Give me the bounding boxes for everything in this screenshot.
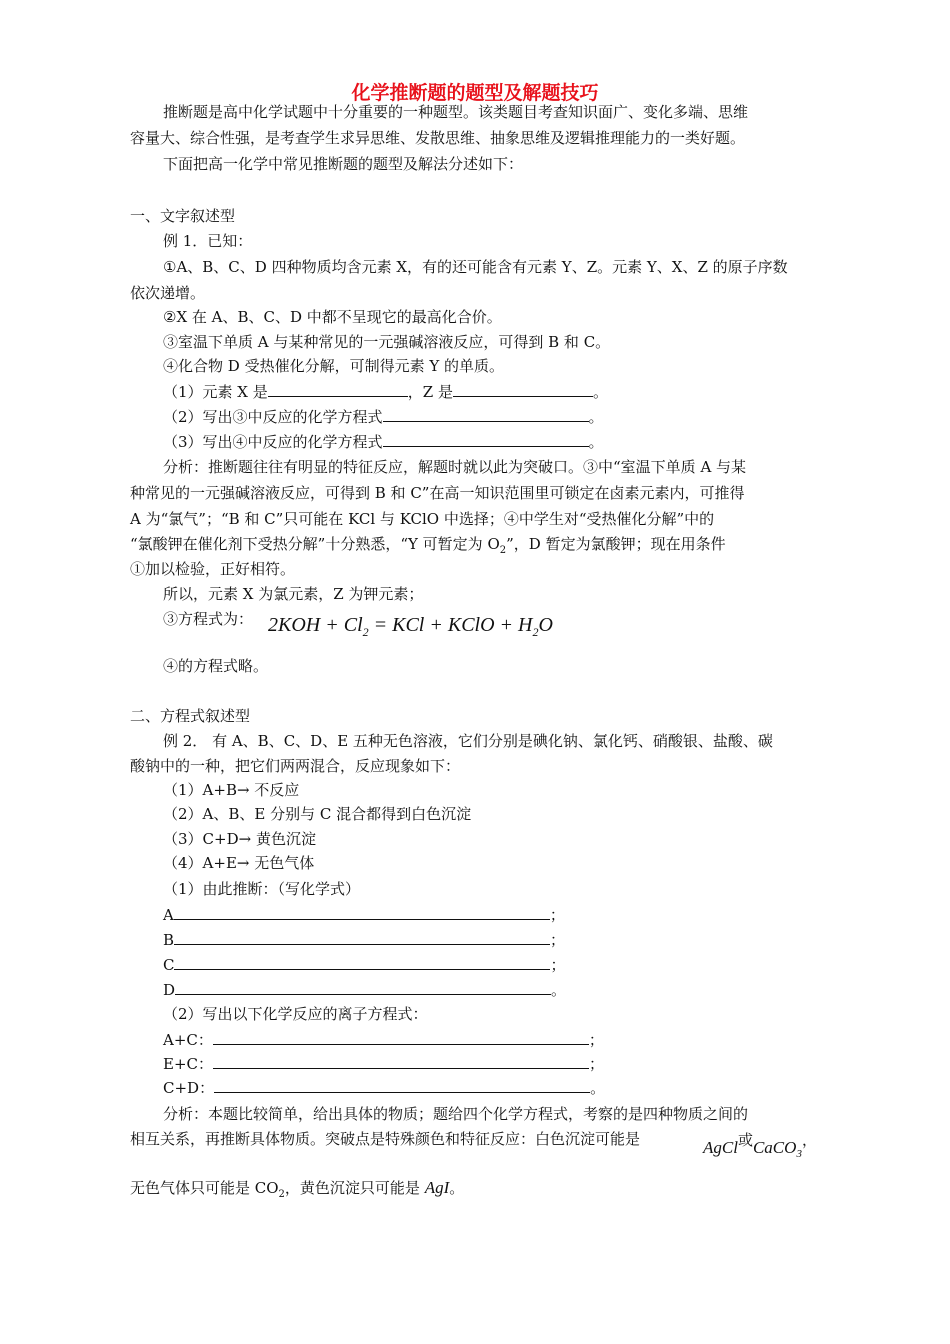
ion-equation-blank-row	[163, 1077, 605, 1099]
answer-blank[interactable]	[174, 905, 550, 920]
punctuation: ；	[588, 1031, 604, 1049]
example-label: 例 1．已知：	[163, 232, 253, 250]
punctuation: ；	[550, 931, 566, 949]
equation-part: O	[538, 614, 553, 636]
subscript: 3	[796, 1148, 802, 1160]
conclusion-line: 所以，元素 X 为氯元素，Z 为钾元素；	[163, 585, 424, 603]
ion-equation-blank-row	[163, 1029, 604, 1051]
punctuation: ；	[550, 956, 566, 974]
punctuation: ；	[589, 1055, 605, 1073]
example-line: 酸钠中的一种，把它们两两混合，反应现象如下：	[130, 757, 461, 775]
formula-inline	[703, 1131, 817, 1165]
section-heading: 二、方程式叙述型	[130, 707, 251, 725]
section-heading: 一、文字叙述型	[130, 207, 236, 225]
analysis-text: 无色气体只可能是 CO	[130, 1179, 279, 1197]
connector-text: 或	[737, 1131, 753, 1149]
formula-agcl: AgCl	[703, 1138, 738, 1157]
intro-paragraph-line: 推断题是高中化学试题中十分重要的一种题型。该类题目考查知识面广、变化多端、思维	[163, 103, 749, 121]
analysis-line: ①加以检验，正好相符。	[130, 560, 296, 578]
question-text: （3）写出④中反应的化学方程式	[163, 433, 383, 451]
punctuation: 。	[590, 1079, 606, 1097]
intro-paragraph-line: 容量大、综合性强，是考查学生求异思维、发散思维、抽象思维及逻辑推理能力的一类好题。	[130, 129, 746, 147]
analysis-text: “氯酸钾在催化剂下受热分解”十分熟悉，“Y 可暂定为 O	[130, 535, 500, 553]
equation-part: 2KOH + Cl	[268, 614, 363, 636]
blank-label: C	[163, 956, 175, 974]
formula-blank-row	[163, 954, 566, 976]
answer-blank[interactable]	[268, 382, 408, 397]
subscript: 2	[362, 625, 369, 639]
question-line	[163, 431, 604, 453]
formula-blank-row	[163, 929, 565, 951]
question-text: ，Z 是	[407, 383, 453, 401]
formula-blank-row	[163, 904, 565, 926]
question-line: （1）由此推断：（写化学式）	[163, 880, 361, 898]
blank-label: A+C：	[163, 1031, 213, 1049]
condition-line: ③室温下单质 A 与某种常见的一元强碱溶液反应，可得到 B 和 C。	[163, 333, 611, 351]
formula-agi: AgI	[424, 1178, 450, 1197]
analysis-text: ”，D 暂定为氯酸钾；现在用条件	[506, 535, 726, 553]
answer-blank[interactable]	[383, 407, 589, 422]
reaction-line: （2）A、B、E 分别与 C 混合都得到白色沉淀	[163, 805, 472, 823]
formula-caco3: CaCO	[752, 1138, 797, 1157]
blank-label: C+D：	[163, 1079, 215, 1097]
example-line: 例 2． 有 A、B、C、D、E 五种无色溶液，它们分别是碘化钠、氯化钙、硝酸银、盐酸、碳	[163, 732, 773, 750]
condition-line: ④化合物 D 受热催化分解，可制得元素 Y 的单质。	[163, 357, 505, 375]
reaction-line: （1）A+B→ 不反应	[163, 781, 300, 799]
punctuation: 。	[449, 1179, 465, 1197]
condition-line: ②X 在 A、B、C、D 中都不呈现它的最高化合价。	[163, 308, 502, 326]
equation-part: = KCl + KClO + H	[368, 614, 533, 636]
analysis-line: 种常见的一元强碱溶液反应，可得到 B 和 C”在高一知识范围里可锁定在卤素元素内，可推得	[130, 484, 745, 502]
page-title: 化学推断题的题型及解题技巧	[351, 82, 599, 104]
answer-blank[interactable]	[213, 1054, 589, 1069]
answer-blank[interactable]	[174, 930, 550, 945]
punctuation: ，	[801, 1131, 817, 1149]
equation-note: ④的方程式略。	[163, 657, 269, 675]
question-line	[163, 406, 604, 428]
answer-blank[interactable]	[213, 1030, 589, 1045]
answer-blank[interactable]	[383, 432, 589, 447]
punctuation: 。	[592, 383, 608, 401]
answer-blank[interactable]	[214, 1078, 590, 1093]
subscript: 2	[278, 1189, 285, 1200]
analysis-line: 分析：本题比较简单，给出具体的物质；题给四个化学方程式，考察的是四种物质之间的	[163, 1105, 749, 1123]
punctuation: 。	[551, 981, 567, 999]
answer-blank[interactable]	[175, 980, 551, 995]
analysis-line: 相互关系，再推断具体物质。突破点是特殊颜色和特征反应：白色沉淀可能是	[130, 1130, 641, 1148]
blank-label: E+C：	[163, 1055, 213, 1073]
question-line: （2）写出以下化学反应的离子方程式：	[163, 1005, 428, 1023]
punctuation: ；	[549, 906, 565, 924]
chemical-equation	[268, 614, 553, 643]
ion-equation-blank-row	[163, 1053, 604, 1075]
subscript: 2	[532, 625, 539, 639]
answer-blank[interactable]	[453, 382, 593, 397]
question-line	[163, 381, 608, 403]
condition-line: ①A、B、C、D 四种物质均含元素 X，有的还可能含有元素 Y、Z。元素 Y、X、Z 的原子序数	[163, 258, 788, 276]
blank-label: B	[163, 931, 175, 949]
analysis-line: A 为“氯气”；“B 和 C”只可能在 KCl 与 KClO 中选择；④中学生对“受热催化分解”中的	[130, 510, 715, 528]
analysis-text: ，黄色沉淀只可能是	[284, 1179, 425, 1197]
subscript: 2	[499, 545, 507, 556]
formula-blank-row	[163, 979, 566, 1001]
blank-label: D	[163, 981, 176, 999]
question-text: （1）元素 X 是	[163, 383, 268, 401]
analysis-line	[130, 1177, 464, 1206]
intro-paragraph: 下面把高一化学中常见推断题的题型及解法分述如下：	[163, 155, 524, 173]
reaction-line: （4）A+E→ 无色气体	[163, 854, 315, 872]
punctuation: 。	[588, 433, 604, 451]
analysis-line: 分析：推断题往往有明显的特征反应，解题时就以此为突破口。③中“室温下单质 A 与某	[163, 458, 747, 476]
blank-label: A	[163, 906, 174, 924]
punctuation: 。	[588, 408, 604, 426]
equation-label: ③方程式为：	[163, 610, 254, 628]
question-text: （2）写出③中反应的化学方程式	[163, 408, 383, 426]
answer-blank[interactable]	[174, 955, 550, 970]
condition-line: 依次递增。	[130, 284, 206, 302]
reaction-line: （3）C+D→ 黄色沉淀	[163, 830, 316, 848]
